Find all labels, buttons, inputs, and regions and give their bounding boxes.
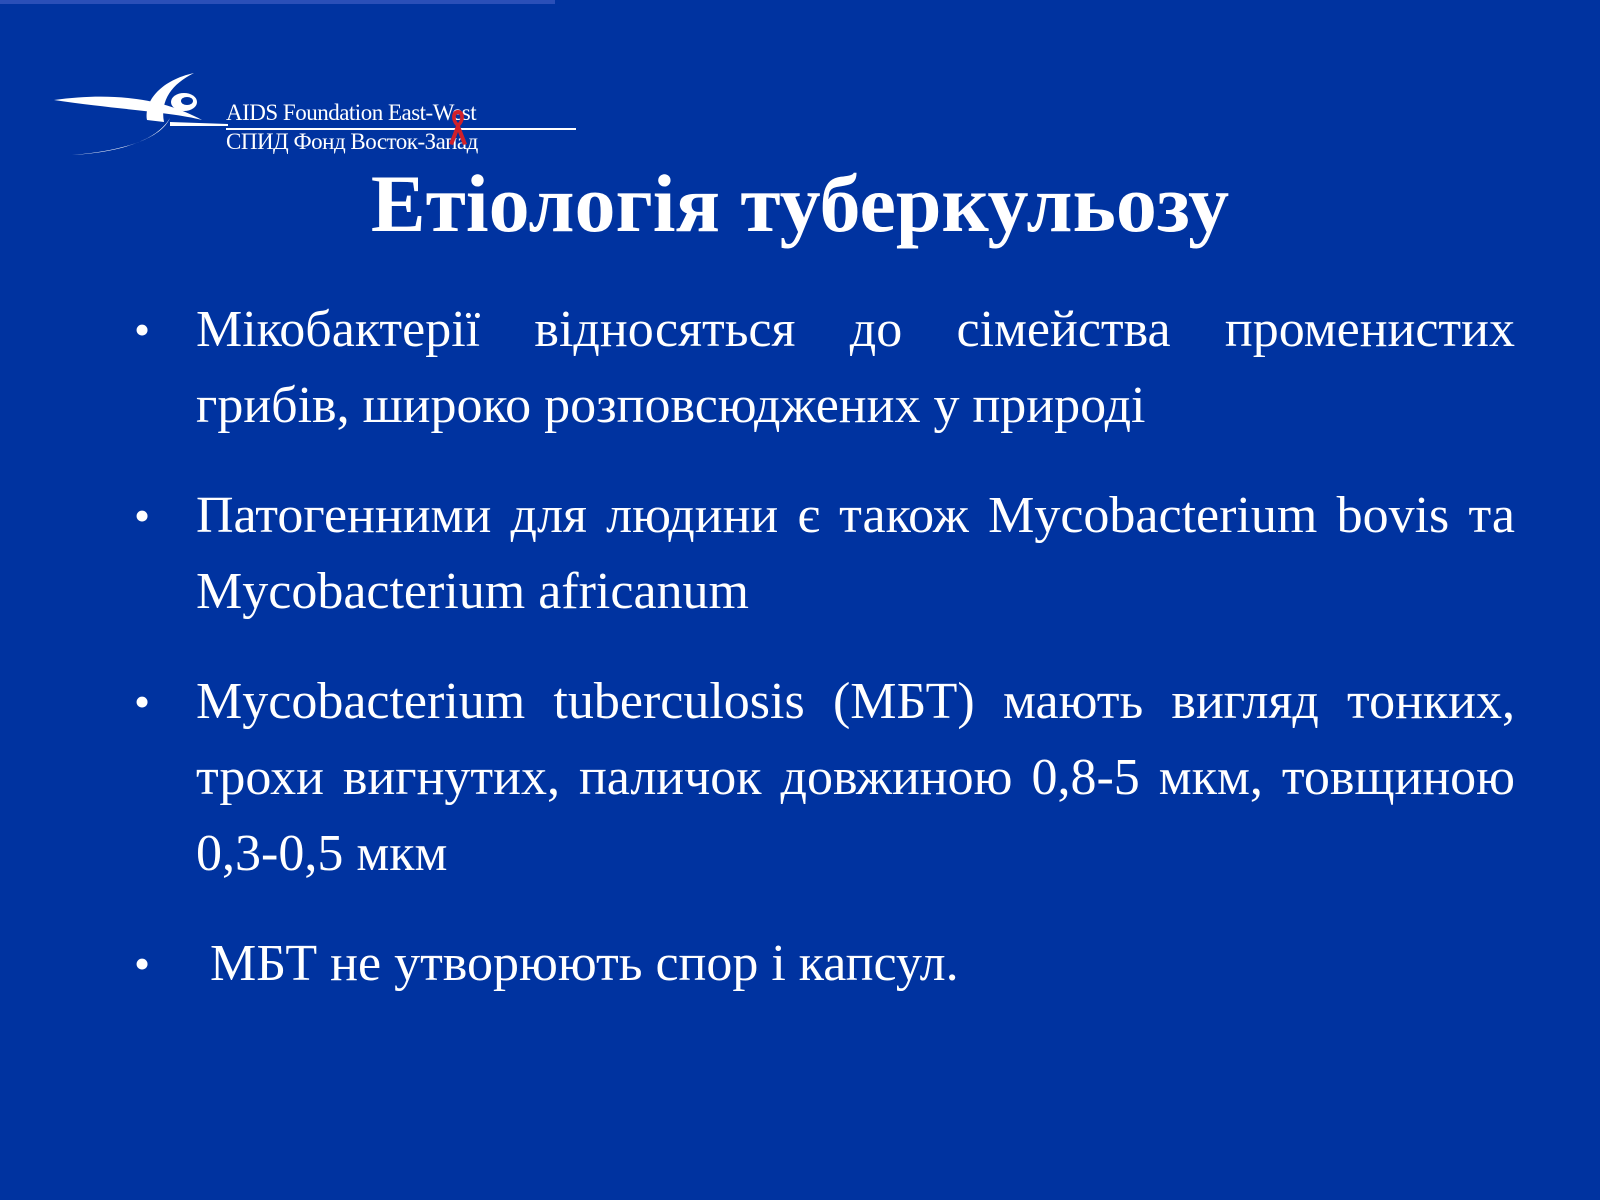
bullet-item (130, 292, 1515, 444)
bullet-item (130, 926, 1515, 1002)
bullet-text: Мікобактерії відносяться до сімейства променистих грибів, широко розповсюджених у природі (196, 301, 1515, 434)
bullet-dot: • (134, 304, 151, 355)
bullet-item (130, 478, 1515, 630)
red-ribbon-icon (447, 108, 469, 148)
bullet-text: Mycobacterium tuberculosis (МБТ) мають вигляд тонких, трохи вигнутих, паличок довжиною 0,8-5 мкм, товщиною 0,3-0,5 мкм (196, 673, 1515, 882)
bullet-item (130, 664, 1515, 892)
logo-name-en: AIDS Foundation East-West (226, 100, 477, 125)
bullet-dot: • (134, 676, 151, 727)
bullet-dot: • (134, 490, 151, 541)
corner-strip (0, 0, 555, 4)
logo-name-ru: СПИД Фонд Восток-Запад (226, 129, 478, 154)
bullet-text: Патогенними для людини є також Mycobacterium bovis та Mycobacterium africanum (196, 487, 1515, 620)
bullet-dot: • (134, 938, 151, 989)
bullet-text: МБТ не утворюють спор і капсул. (210, 935, 959, 992)
slide-title: Етіологія туберкульозу (370, 158, 1230, 249)
bullet-list (130, 292, 1515, 1036)
